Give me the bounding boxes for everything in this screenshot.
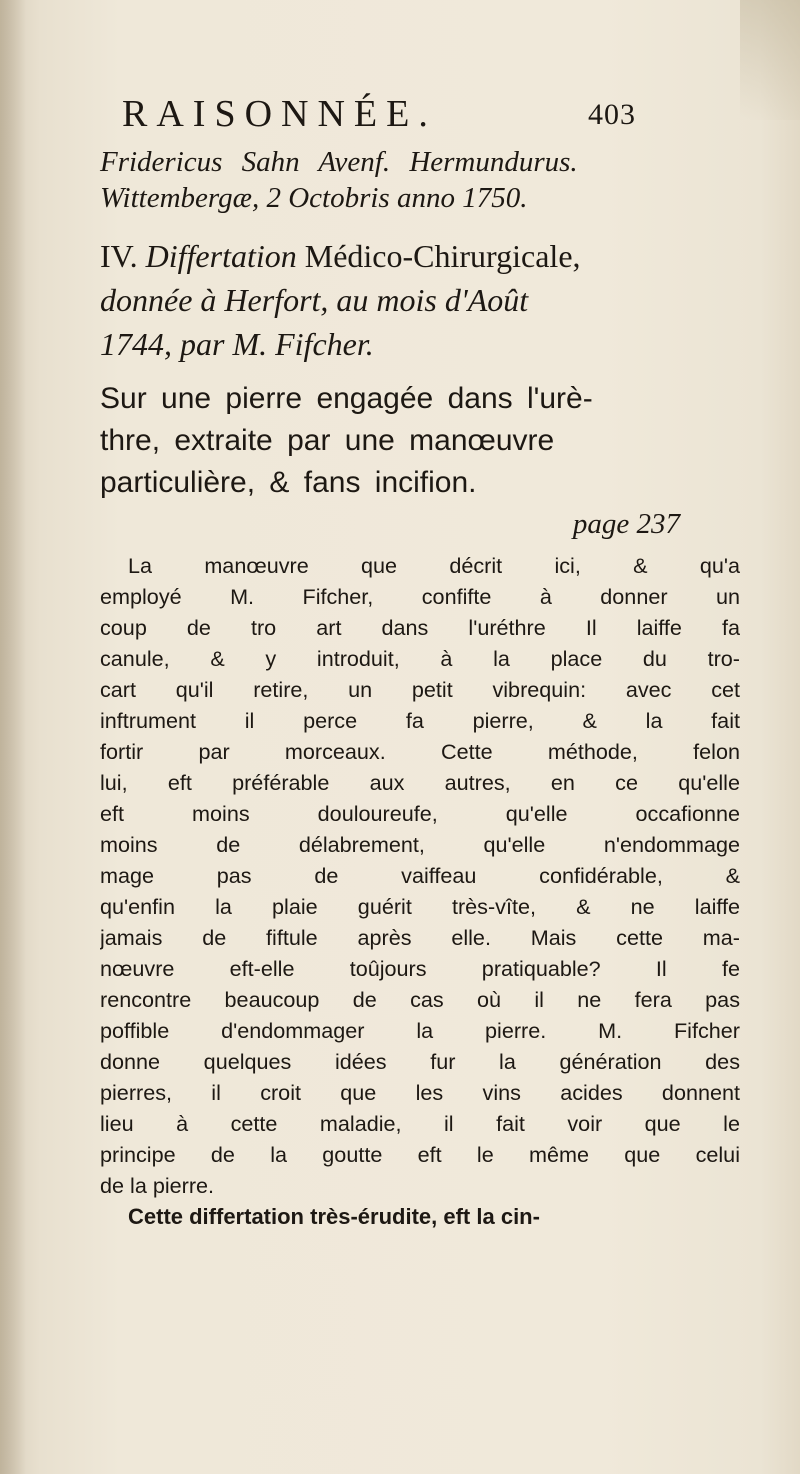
body-line: donne quelques idées fur la génération des bbox=[100, 1049, 740, 1074]
body-line: mage pas de vaiffeau confidérable, & bbox=[100, 863, 740, 888]
page-gutter-shadow bbox=[0, 0, 26, 1474]
summary-line: thre, extraite par une manœuvre bbox=[100, 424, 555, 457]
body-line: jamais de fiftule après elle. Mais cette ma- bbox=[100, 925, 740, 950]
entry-title-line-1 bbox=[100, 234, 740, 278]
body-line: eft moins douloureufe, qu'elle occafionne bbox=[100, 801, 740, 826]
page-corner-stain bbox=[740, 0, 800, 120]
body-line: coup de tro art dans l'uréthre Il laiffe fa bbox=[100, 615, 740, 640]
running-head bbox=[100, 92, 740, 142]
next-paragraph-start: Cette differtation très-érudite, eft la cin- bbox=[128, 1204, 540, 1229]
body-line: rencontre beaucoup de cas où il ne fera pas bbox=[100, 987, 740, 1012]
body-line: poffible d'endommager la pierre. M. Fifcher bbox=[100, 1018, 740, 1043]
body-line: inftrument il perce fa pierre, & la fait bbox=[100, 708, 740, 733]
review-body bbox=[100, 550, 740, 1201]
body-line: La manœuvre que décrit ici, & qu'a bbox=[128, 553, 740, 578]
body-line: pierres, il croit que les vins acides donnent bbox=[100, 1080, 740, 1105]
page-content bbox=[100, 92, 740, 1232]
entry-summary bbox=[100, 378, 740, 504]
body-line: employé M. Fifcher, confifte à donner un bbox=[100, 584, 740, 609]
entry-title-line-3: 1744, par M. Fifcher. bbox=[100, 326, 374, 362]
page-reference: page 237 bbox=[572, 508, 680, 540]
body-line: cart qu'il retire, un petit vibrequin: avec cet bbox=[100, 677, 740, 702]
entry-title bbox=[100, 234, 740, 366]
body-line: principe de la goutte eft le même que celui bbox=[100, 1142, 740, 1167]
previous-entry-line-2: Wittembergæ, 2 Octobris anno 1750. bbox=[100, 182, 528, 214]
entry-title-word: Differtation bbox=[145, 238, 297, 274]
previous-entry-line-1: Fridericus Sahn Avenf. Hermundurus. bbox=[100, 146, 578, 178]
entry-number: IV. bbox=[100, 238, 138, 274]
body-line: lieu à cette maladie, il fait voir que le bbox=[100, 1111, 740, 1136]
entry-title-line-2: donnée à Herfort, au mois d'Août bbox=[100, 282, 529, 318]
body-line: nœuvre eft-elle toûjours pratiquable? Il fe bbox=[100, 956, 740, 981]
summary-line: particulière, & fans incifion. bbox=[100, 466, 477, 499]
body-line: lui, eft préférable aux autres, en ce qu'elle bbox=[100, 770, 740, 795]
body-line: fortir par morceaux. Cette méthode, felon bbox=[100, 739, 740, 764]
body-line: qu'enfin la plaie guérit très-vîte, & ne laiffe bbox=[100, 894, 740, 919]
body-line: moins de délabrement, qu'elle n'endommage bbox=[100, 832, 740, 857]
body-line: de la pierre. bbox=[100, 1173, 215, 1198]
running-head-title: RAISONNÉE. bbox=[122, 93, 437, 135]
summary-line: Sur une pierre engagée dans l'urè- bbox=[100, 382, 593, 415]
entry-title-rest: Médico-Chirurgicale, bbox=[304, 238, 581, 274]
body-line: canule, & y introduit, à la place du tro- bbox=[100, 646, 740, 671]
page-number: 403 bbox=[588, 98, 636, 131]
